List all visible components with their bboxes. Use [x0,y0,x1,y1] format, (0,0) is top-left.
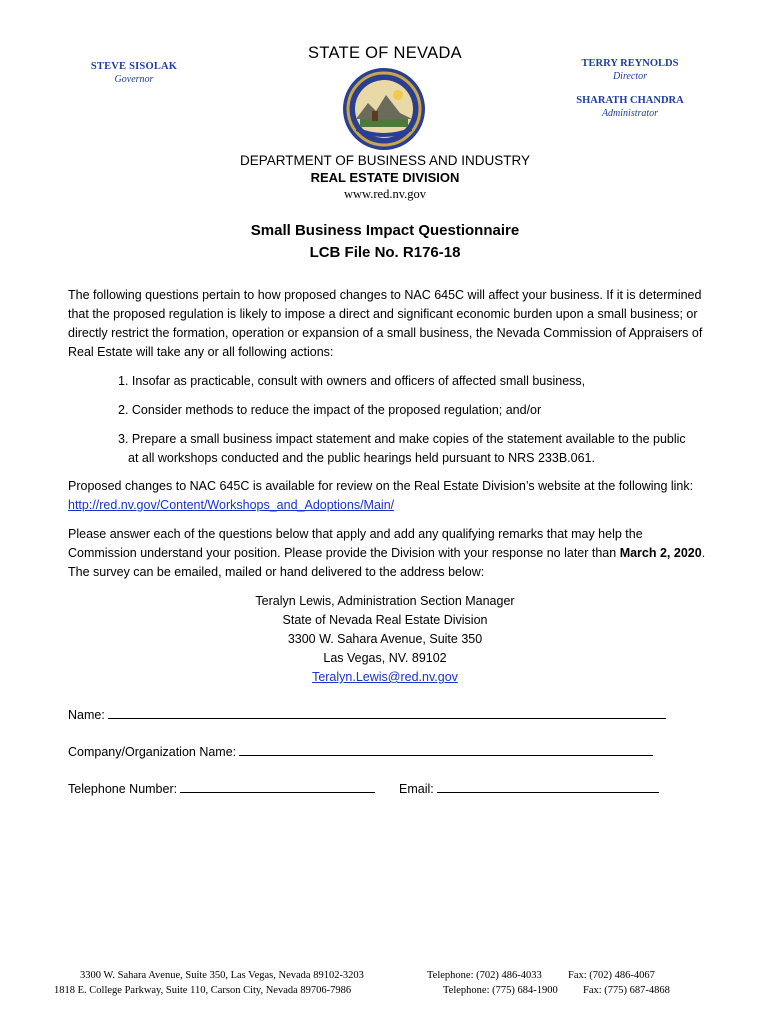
governor-title: Governor [114,74,154,85]
telephone-label: Telephone Number: [68,782,178,796]
workshops-link[interactable]: http://red.nv.gov/Content/Workshops_and_Adoptions/Main/ [68,498,395,512]
telephone-field [68,779,375,798]
company-field [68,742,653,761]
action-item-2: 2. Consider methods to reduce the impact of the proposed regulation; and/or [118,403,542,417]
governor-block [88,60,180,86]
governor-name: STEVE SISOLAK [90,61,178,72]
department-block [160,152,610,203]
department-name: DEPARTMENT OF BUSINESS AND INDUSTRY [239,153,531,168]
address-line-1: Teralyn Lewis, Administration Section Manager [255,594,515,608]
instructions-text-before: Please answer each of the questions below that apply and add any qualifying remarks that may help the Commission understand your position. Please provide the Division with your response no later than [68,527,643,560]
address-line-2: State of Nevada Real Estate Division [282,613,488,627]
email-input-line[interactable] [437,779,659,793]
footer-cc-address: 1818 E. College Parkway, Suite 110, Carson City, Nevada 89706-7986 [54,985,352,996]
proposed-text: Proposed changes to NAC 645C is available for review on the Real Estate Division’s website at the following link: [68,479,694,493]
telephone-input-line[interactable] [180,779,375,793]
name-input-line[interactable] [108,705,666,719]
action-item-3-line-2: at all workshops conducted and the public hearings held pursuant to NRS 233B.061. [128,451,595,465]
instructions-text-after: . The survey can be emailed, mailed or hand delivered to the address below: [68,546,706,579]
footer-cc-phone: Telephone: (775) 684-1900 [443,985,558,996]
company-input-line[interactable] [239,742,653,756]
administrator-block [560,94,700,120]
footer-cc-fax: Fax: (775) 687-4868 [583,985,670,996]
action-item-1: 1. Insofar as practicable, consult with owners and officers of affected small business, [118,374,586,388]
address-line-3: 3300 W. Sahara Avenue, Suite 350 [287,632,483,646]
action-item-3-line-1: 3. Prepare a small business impact statement and make copies of the statement available to the public [118,432,686,446]
footer-lv-fax: Fax: (702) 486-4067 [568,970,655,981]
instructions-paragraph [68,525,708,582]
address-line-4: Las Vegas, NV. 89102 [323,651,447,665]
footer-row-carson-city [40,983,730,998]
footer-row-las-vegas [40,968,730,983]
email-field [399,779,659,798]
action-item-3 [118,430,708,468]
name-label: Name: [68,708,105,722]
company-label: Company/Organization Name: [68,745,237,759]
director-block [560,57,700,83]
administrator-name: SHARATH CHANDRA [576,95,684,106]
director-name: TERRY REYNOLDS [581,58,679,69]
department-website: www.red.nv.gov [343,187,427,201]
document-title [150,220,620,264]
state-heading: STATE OF NEVADA [308,44,462,62]
title-line-1: Small Business Impact Questionnaire [250,222,520,239]
administrator-title: Administrator [601,108,659,119]
proposed-paragraph [68,477,708,515]
name-field [68,705,666,724]
state-seal-icon [342,67,426,151]
director-title: Director [612,71,648,82]
footer-lv-address: 3300 W. Sahara Avenue, Suite 350, Las Vegas, Nevada 89102-3203 [80,970,364,981]
intro-paragraph: The following questions pertain to how proposed changes to NAC 645C will affect your business. If it is determined that the proposed regulation is likely to impose a direct and significant economic burden upon a small business; or directly restrict the formation, operation or expansion of a small business, the Nevada Commission of Appraisers of Real Estate will take any or all following actions: [68,288,703,359]
contact-email-link[interactable]: Teralyn.Lewis@red.nv.gov [312,670,458,684]
email-label: Email: [399,782,434,796]
division-name: REAL ESTATE DIVISION [310,170,460,185]
page-footer [40,968,730,998]
mailing-address [185,592,585,687]
deadline-date: March 2, 2020 [619,546,702,560]
footer-lv-phone: Telephone: (702) 486-4033 [427,970,542,981]
title-line-2: LCB File No. R176-18 [309,244,461,261]
